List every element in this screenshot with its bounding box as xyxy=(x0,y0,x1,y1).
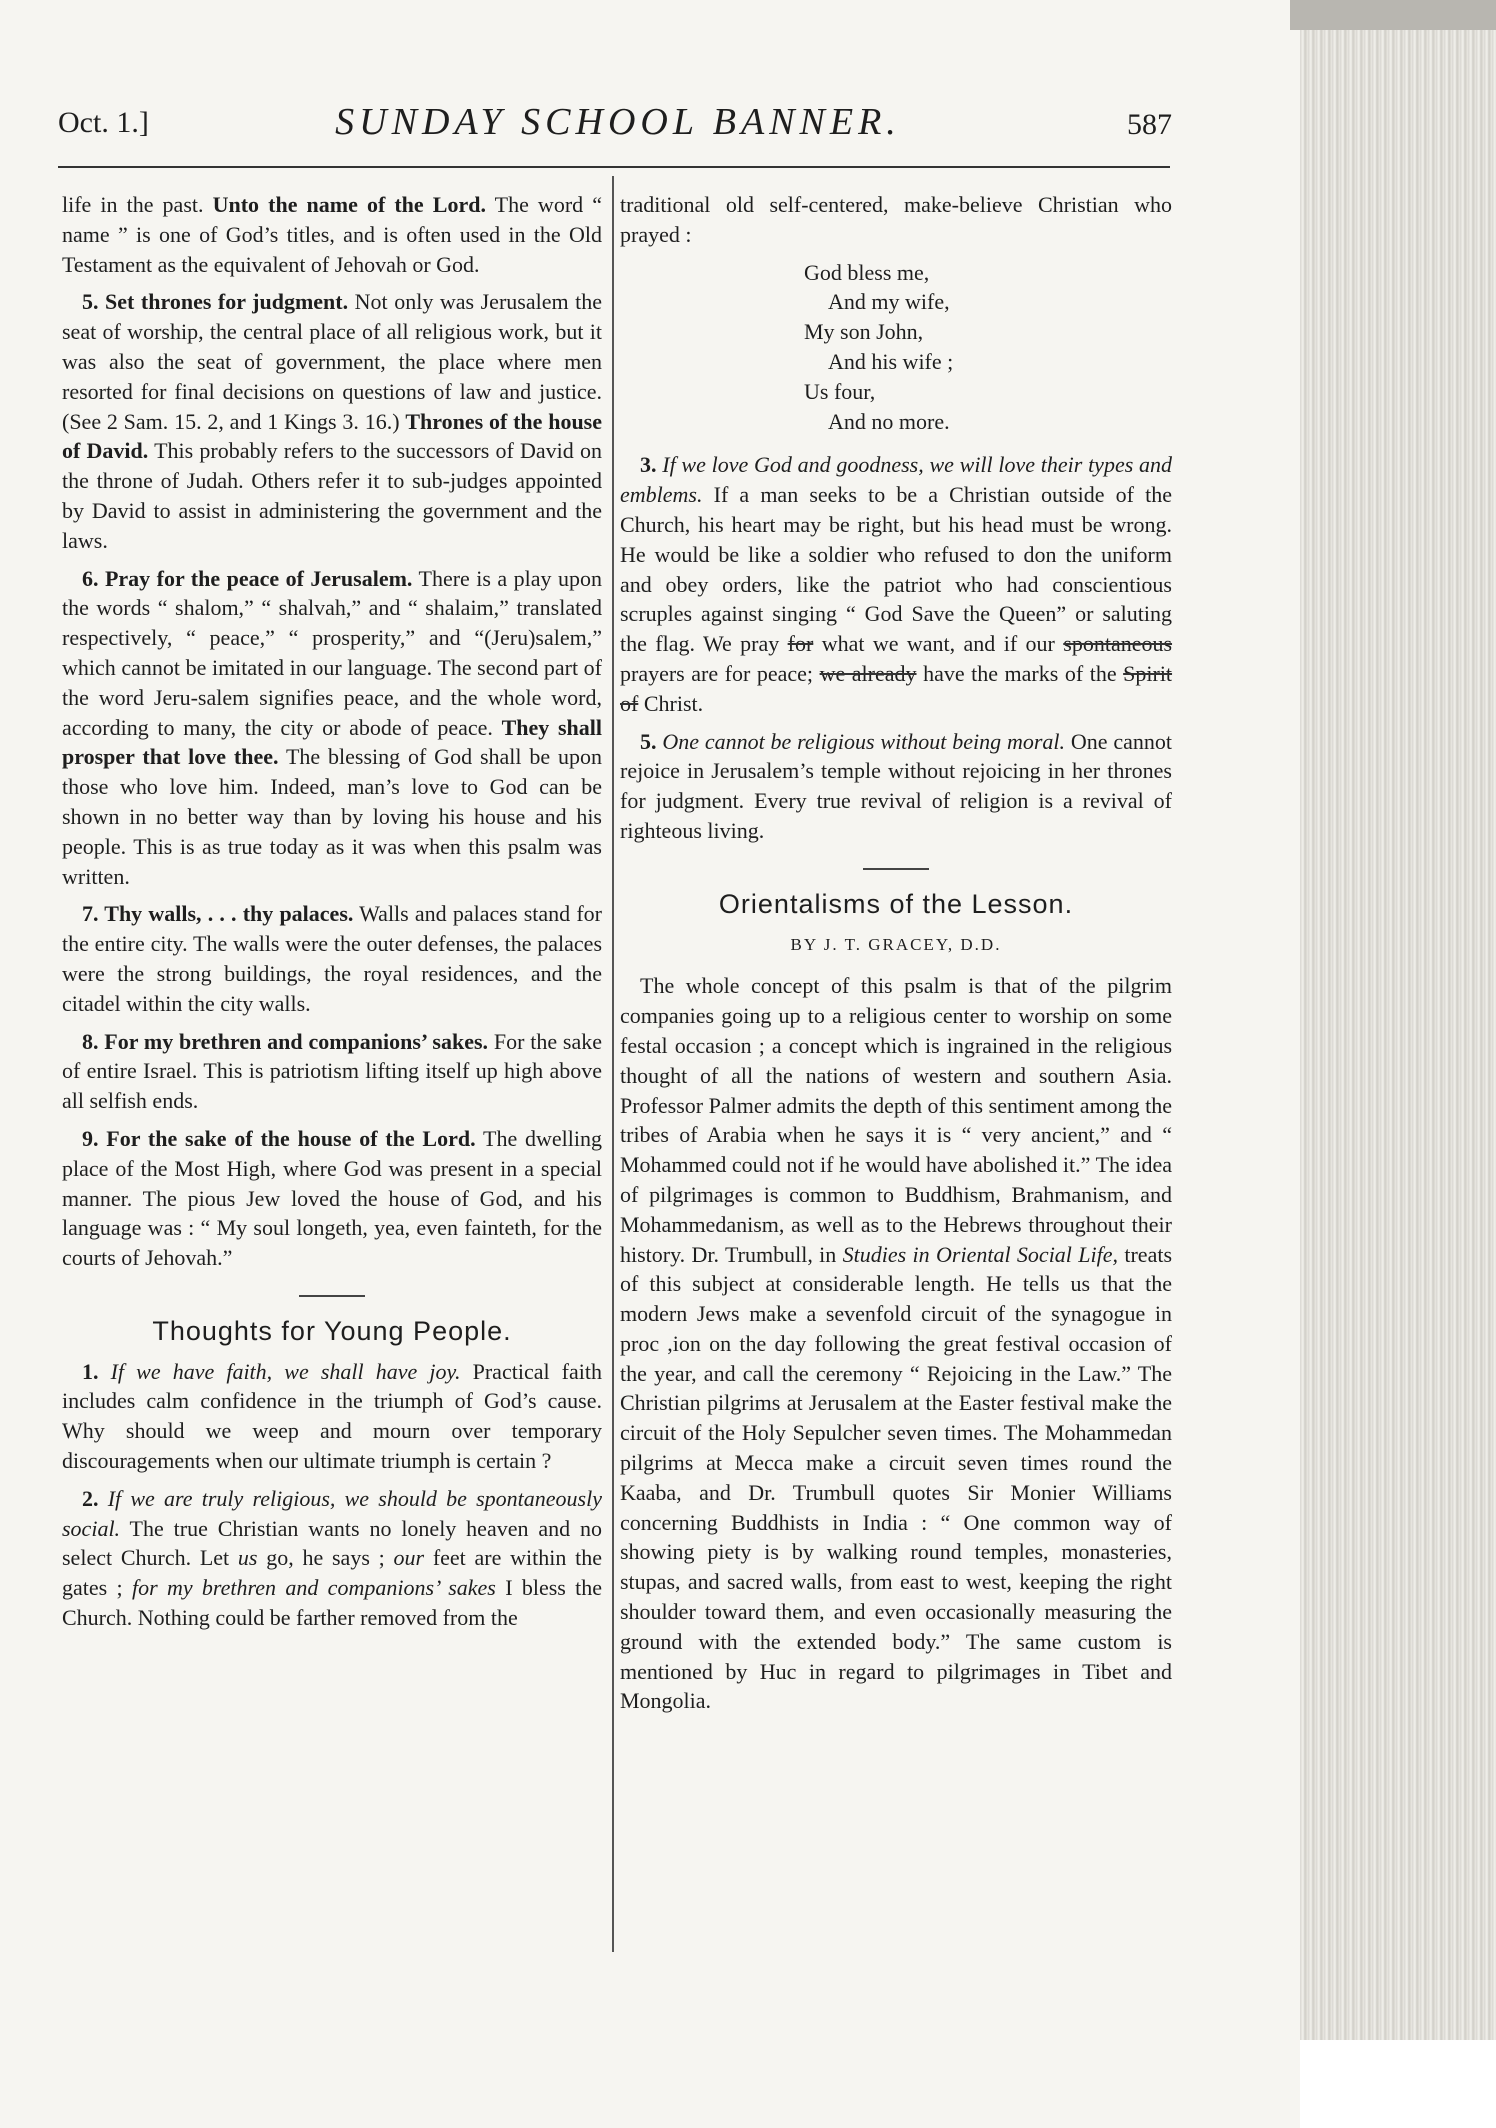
left-column xyxy=(62,190,602,1641)
struck-text: for xyxy=(787,631,814,657)
paragraph-verse-7: 7. Thy walls, . . . thy palaces. Walls and palaces stand for the entire city. The walls were the outer defenses, the palaces were the strong buildings, the royal residences, and the citadel within the city walls. xyxy=(62,901,602,1016)
bold-phrase: Unto the name of the Lord. xyxy=(212,192,486,217)
page-edge-shadow xyxy=(1290,0,1496,30)
verse-heading: 9. For the sake of the house of the Lord. xyxy=(82,1125,476,1151)
poem-line: God bless me, xyxy=(804,259,930,285)
thought-item-1: 1. If we have faith, we shall have joy. Practical faith includes calm confidence in the triumph of God’s cause. Why should we weep and mourn over temporary discouragements when our ultimate triumph is certain ? xyxy=(62,1358,603,1474)
paragraph-verse-5: 5. Set thrones for judgment. Not only was Jerusalem the seat of worship, the central place of all religious work, but it was also the seat of government, the place where men resorted for final decisions on questions of law and justice. (See 2 Sam. 15. 2, and 1 Kings 3. 16.) Thrones of the house of David. This probably refers to the successors of David on the throne of Judah. Others refer it to sub-judges appointed by David to assist in administering the government and the laws. xyxy=(62,289,603,553)
struck-text: Spirit of xyxy=(620,660,1173,716)
poem-line: And his wife ; xyxy=(828,348,954,374)
page-edges xyxy=(1300,0,1496,2128)
poem-line: My son John, xyxy=(804,319,924,345)
paragraph-name-of-lord: life in the past. Unto the name of the Lord. The word “ name ” is one of God’s titles, and is often used in the Old Testament as the equivalent of Jehovah or God. xyxy=(62,192,602,277)
paragraph-verse-9: 9. For the sake of the house of the Lord. The dwelling place of the Most High, where God was present in a special manner. The pious Jew loved the house of God, and his language was : “ My soul longeth, yea, even fainteth, for the courts of Jehovah.” xyxy=(62,1125,603,1271)
thought-item-2: 2. If we are truly religious, we should be spontaneously social. The true Christian wants no lonely heaven and no select Church. Let us go, he says ; our feet are within the gates ; for my brethren and companions’ sakes I bless the Church. Nothing could be farther removed from the xyxy=(62,1485,603,1631)
header-title: SUNDAY SCHOOL BANNER. xyxy=(335,101,901,143)
page-number: 587 xyxy=(1127,108,1172,141)
paragraph-continuation: traditional old self-centered, make-believe Christian who prayed : xyxy=(620,192,1172,247)
header-rule xyxy=(58,166,1170,168)
struck-text: spontaneous xyxy=(1063,631,1173,657)
thought-item-5: 5. One cannot be religious without being moral. One cannot rejoice in Jerusalem’s temple without rejoicing in her thrones for judgment. Every true revival of religion is a revival of righteous living. xyxy=(620,728,1173,843)
section-rule xyxy=(299,1295,365,1297)
verse-heading: 8. For my brethren and companions’ sakes. xyxy=(82,1028,489,1054)
thought-item-3: 3. If we love God and goodness, we will love their types and emblems. If a man seeks to be a Christian outside of the Church, his heart may be right, but his head must be wrong. He would be like a soldier who refused to don the uniform and obey orders, like the patriot who had conscientious scruples against singing “ God Save the Queen” or saluting the flag. We pray for what we want, and if our spontaneous prayers are for peace; we already have the marks of the Spirit of Christ. xyxy=(620,452,1173,716)
running-header xyxy=(58,98,1178,148)
section-rule xyxy=(863,868,929,870)
poem-line: And my wife, xyxy=(828,289,950,315)
struck-text: we already xyxy=(819,660,917,686)
paragraph-verse-8: 8. For my brethren and companions’ sakes. For the sake of entire Israel. This is patriotism lifting itself up high above all selfish ends. xyxy=(62,1028,603,1114)
author-byline: BY J. T. GRACEY, D.D. xyxy=(790,934,1002,954)
page-edge-background xyxy=(1300,2040,1496,2128)
poem-line: And no more. xyxy=(828,408,950,434)
verse-heading: 7. Thy walls, . . . thy palaces. xyxy=(82,901,354,927)
right-column xyxy=(620,190,1172,1724)
column-divider xyxy=(612,176,614,1952)
bold-phrase: Thrones of the house of David. xyxy=(62,408,603,464)
verse-heading: 5. Set thrones for judgment. xyxy=(82,289,349,315)
paragraph-verse-6: 6. Pray for the peace of Jerusalem. There is a play upon the words “ shalom,” “ shalvah,” and “ shalaim,” translated respectively, “ peace,” “ prosperity,” and “(Jeru)salem,” which cannot be imitated in our language. The second part of the word Jeru-salem signifies peace, and the whole word, according to many, the city or abode of peace. They shall prosper that love thee. The blessing of God shall be upon those who love him. Indeed, man’s love to God can be shown in no better way than by loving his house and his people. This is as true today as it was when this psalm was written. xyxy=(62,565,603,889)
section-title-orientalisms: Orientalisms of the Lesson. xyxy=(718,888,1074,919)
verse-heading: 6. Pray for the peace of Jerusalem. xyxy=(82,565,413,591)
bold-phrase: They shall prosper that love thee. xyxy=(62,714,603,770)
paragraph-orientalisms: The whole concept of this psalm is that of the pilgrim companies going up to a religious center to worship on some festal occasion ; a concept which is ingrained in the religious thought of all the nations of western and southern Asia. Professor Palmer admits the depth of this sentiment among the tribes of Arabia when he says it is “ very ancient,” and “ Mohammed could not if he would have abolished it.” The idea of pilgrimages is common to Buddhism, Brahmanism, and Mohammedanism, as well as to the Hebrews throughout their history. Dr. Trumbull, in Studies in Oriental Social Life, treats of this subject at considerable length. He tells us that the modern Jews make a sevenfold circuit of the synagogue in proc ,ion on the day following the great festival occasion of the year, and call the ceremony “ Rejoicing in the Law.” The Christian pilgrims at Jerusalem at the Easter festival make the circuit of the Holy Sepulcher seven times. The Mohammedan pilgrims at Mecca make a circuit seven times round the Kaaba, and Dr. Trumbull quotes Sir Monier Williams concerning Buddhists in India : “ One common way of showing piety is by walking round temples, monasteries, stupas, and sacred walls, from east to west, keeping the right shoulder toward them, and even occasionally measuring the ground with the extended body.” The same custom is mentioned by Huc in regard to pilgrimages in Tibet and Mongolia. xyxy=(620,973,1173,1714)
quoted-prayer xyxy=(804,258,1172,437)
header-date: Oct. 1.] xyxy=(58,106,149,139)
poem-line: Us four, xyxy=(804,378,876,404)
section-title-thoughts: Thoughts for Young People. xyxy=(152,1315,512,1346)
